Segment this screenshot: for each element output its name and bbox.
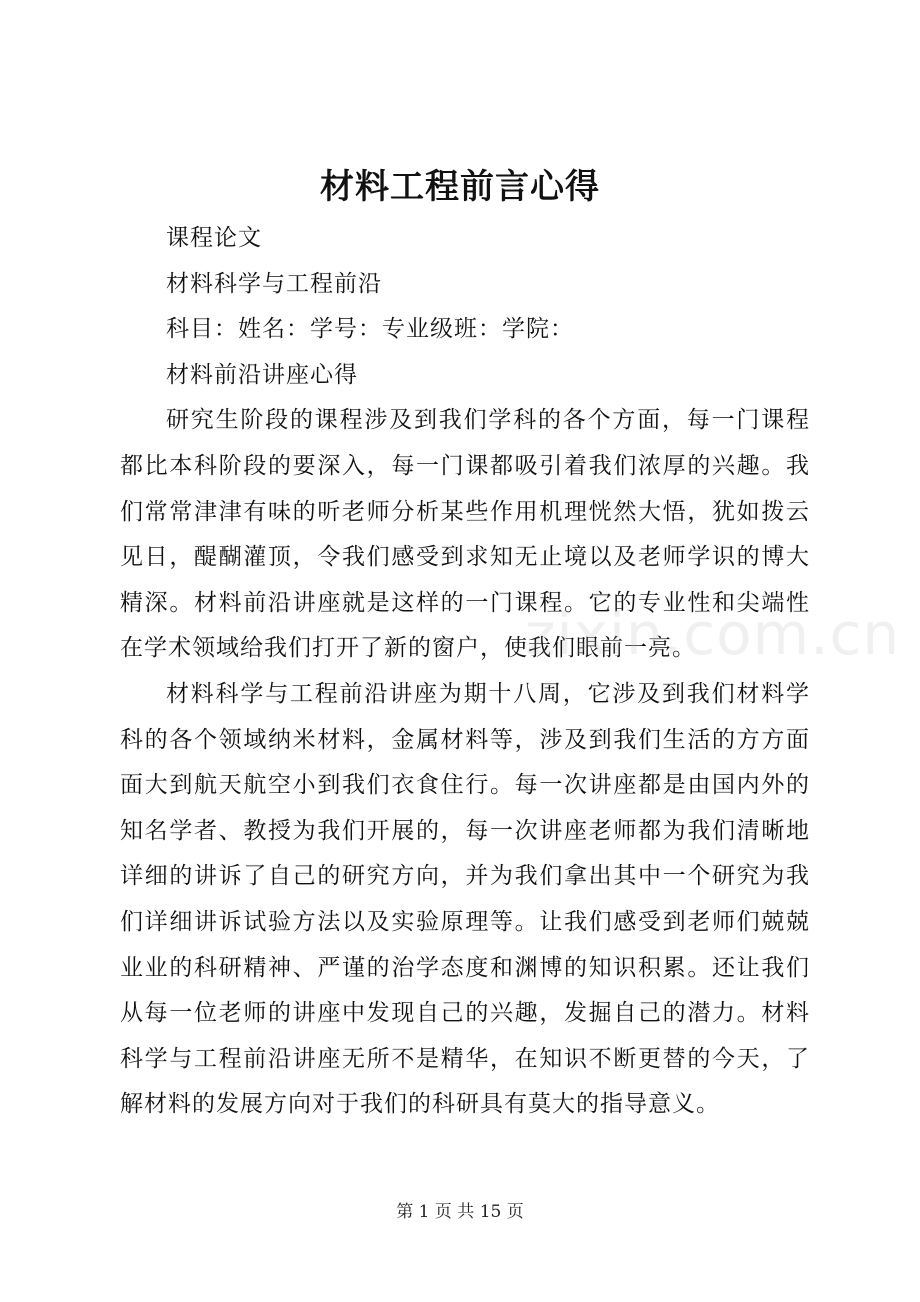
paragraph-1: 研究生阶段的课程涉及到我们学科的各个方面，每一门课程都比本科阶段的要深入，每一门课都吸引着我们浓厚的兴趣。我们常常津津有味的听老师分析某些作用机理恍然大悟，犹如拨云见日，醍醐灌顶，令我们感受到求知无止境以及老师学识的博大精深。材料前沿讲座就是这样的一门课程。它的专业性和尖端性在学术领域给我们打开了新的窗户，使我们眼前一亮。 xyxy=(120,407,810,662)
paragraph-2: 材料科学与工程前沿讲座为期十八周，它涉及到我们材料学科的各个领域纳米材料，金属材料等，涉及到我们生活的方方面面大到航天航空小到我们衣食住行。每一次讲座都是由国内外的知名学者、教授为我们开展的，每一次讲座老师都为我们清晰地详细的讲诉了自己的研究方向，并为我们拿出其中一个研究为我们详细讲诉试验方法以及实验原理等。让我们感受到老师们兢兢业业的科研精神、严谨的治学态度和渊博的知识积累。还让我们从每一位老师的讲座中发现自己的兴趣，发掘自己的潜力。材料科学与工程前沿讲座无所不是精华，在知识不断更替的今天，了解材料的发展方向对于我们的科研具有莫大的指导意义。 xyxy=(120,680,810,1118)
page-footer: 第 1 页 共 15 页 xyxy=(396,1202,524,1222)
line-course-name: 材料科学与工程前沿 xyxy=(166,270,382,297)
line-student-info: 科目：姓名：学号：专业级班：学院： xyxy=(166,316,574,343)
watermark: zixin.com.cn xyxy=(525,600,901,668)
line-essay-title: 材料前沿讲座心得 xyxy=(166,361,358,388)
line-course-paper: 课程论文 xyxy=(166,225,262,251)
document-body xyxy=(120,216,810,1128)
document-title: 材料工程前言心得 xyxy=(320,167,600,207)
